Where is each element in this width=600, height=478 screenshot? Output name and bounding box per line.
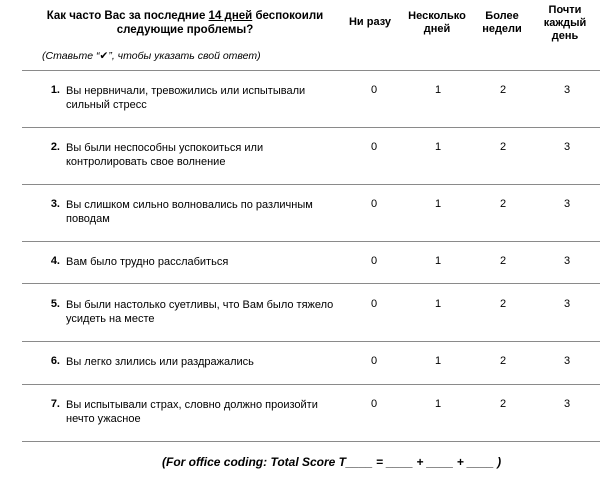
question-title-part2: беспокоили следующие проблемы? bbox=[116, 10, 324, 36]
option-0[interactable]: 0 bbox=[370, 255, 378, 267]
option-0[interactable]: 0 bbox=[370, 141, 378, 153]
divider bbox=[22, 283, 600, 284]
question-text: Вы нервничали, тревожились или испытывали сильный стресс bbox=[66, 85, 306, 111]
option-2[interactable]: 2 bbox=[499, 298, 507, 310]
divider bbox=[22, 184, 600, 185]
option-0[interactable]: 0 bbox=[370, 84, 378, 96]
option-3[interactable]: 3 bbox=[563, 298, 571, 310]
option-1[interactable]: 1 bbox=[434, 198, 442, 210]
option-0[interactable]: 0 bbox=[370, 398, 378, 410]
option-3[interactable]: 3 bbox=[563, 255, 571, 267]
column-header-more-than-week: Более недели bbox=[482, 10, 522, 35]
question-title-part1: Как часто Вас за последние bbox=[46, 10, 209, 22]
office-coding-total-score: (For office coding: Total Score T____ = ____ + ____ + ____ ) bbox=[162, 455, 502, 469]
option-3[interactable]: 3 bbox=[563, 398, 571, 410]
divider bbox=[22, 241, 600, 242]
divider bbox=[22, 441, 600, 442]
option-0[interactable]: 0 bbox=[370, 355, 378, 367]
option-3[interactable]: 3 bbox=[563, 141, 571, 153]
column-header-never: Ни разу bbox=[348, 16, 392, 28]
option-3[interactable]: 3 bbox=[563, 84, 571, 96]
question-number: 1. bbox=[50, 84, 60, 96]
question-title-underlined: 14 дней bbox=[208, 10, 253, 22]
question-text: Вам было трудно расслабиться bbox=[66, 256, 229, 268]
option-1[interactable]: 1 bbox=[434, 355, 442, 367]
column-header-several-days: Несколько дней bbox=[408, 10, 466, 35]
option-1[interactable]: 1 bbox=[434, 298, 442, 310]
divider bbox=[22, 341, 600, 342]
question-number: 6. bbox=[50, 355, 60, 367]
instruction-text: (Ставьте “✔”, чтобы указать свой ответ) bbox=[42, 50, 261, 62]
option-2[interactable]: 2 bbox=[499, 141, 507, 153]
divider bbox=[22, 384, 600, 385]
option-1[interactable]: 1 bbox=[434, 141, 442, 153]
question-number: 5. bbox=[50, 298, 60, 310]
option-2[interactable]: 2 bbox=[499, 398, 507, 410]
option-3[interactable]: 3 bbox=[563, 198, 571, 210]
option-2[interactable]: 2 bbox=[499, 198, 507, 210]
option-0[interactable]: 0 bbox=[370, 198, 378, 210]
question-text: Вы слишком сильно волновались по различным поводам bbox=[66, 199, 313, 225]
question-text: Вы были неспособны успокоиться или контролировать свое волнение bbox=[66, 142, 264, 168]
question-text: Вы испытывали страх, словно должно произойти нечто ужасное bbox=[66, 399, 318, 425]
question-number: 4. bbox=[50, 255, 60, 267]
question-text: Вы были настолько суетливы, что Вам было тяжело усидеть на месте bbox=[66, 299, 334, 325]
divider bbox=[22, 127, 600, 128]
column-header-nearly-every-day: Почти каждый день bbox=[543, 4, 587, 42]
option-2[interactable]: 2 bbox=[499, 255, 507, 267]
option-2[interactable]: 2 bbox=[499, 355, 507, 367]
option-0[interactable]: 0 bbox=[370, 298, 378, 310]
divider bbox=[22, 70, 600, 71]
question-number: 2. bbox=[50, 141, 60, 153]
option-3[interactable]: 3 bbox=[563, 355, 571, 367]
question-number: 7. bbox=[50, 398, 60, 410]
option-1[interactable]: 1 bbox=[434, 84, 442, 96]
option-2[interactable]: 2 bbox=[499, 84, 507, 96]
option-1[interactable]: 1 bbox=[434, 398, 442, 410]
question-text: Вы легко злились или раздражались bbox=[66, 356, 254, 368]
option-1[interactable]: 1 bbox=[434, 255, 442, 267]
form-header bbox=[0, 0, 600, 66]
question-number: 3. bbox=[50, 198, 60, 210]
question-title bbox=[30, 9, 340, 37]
